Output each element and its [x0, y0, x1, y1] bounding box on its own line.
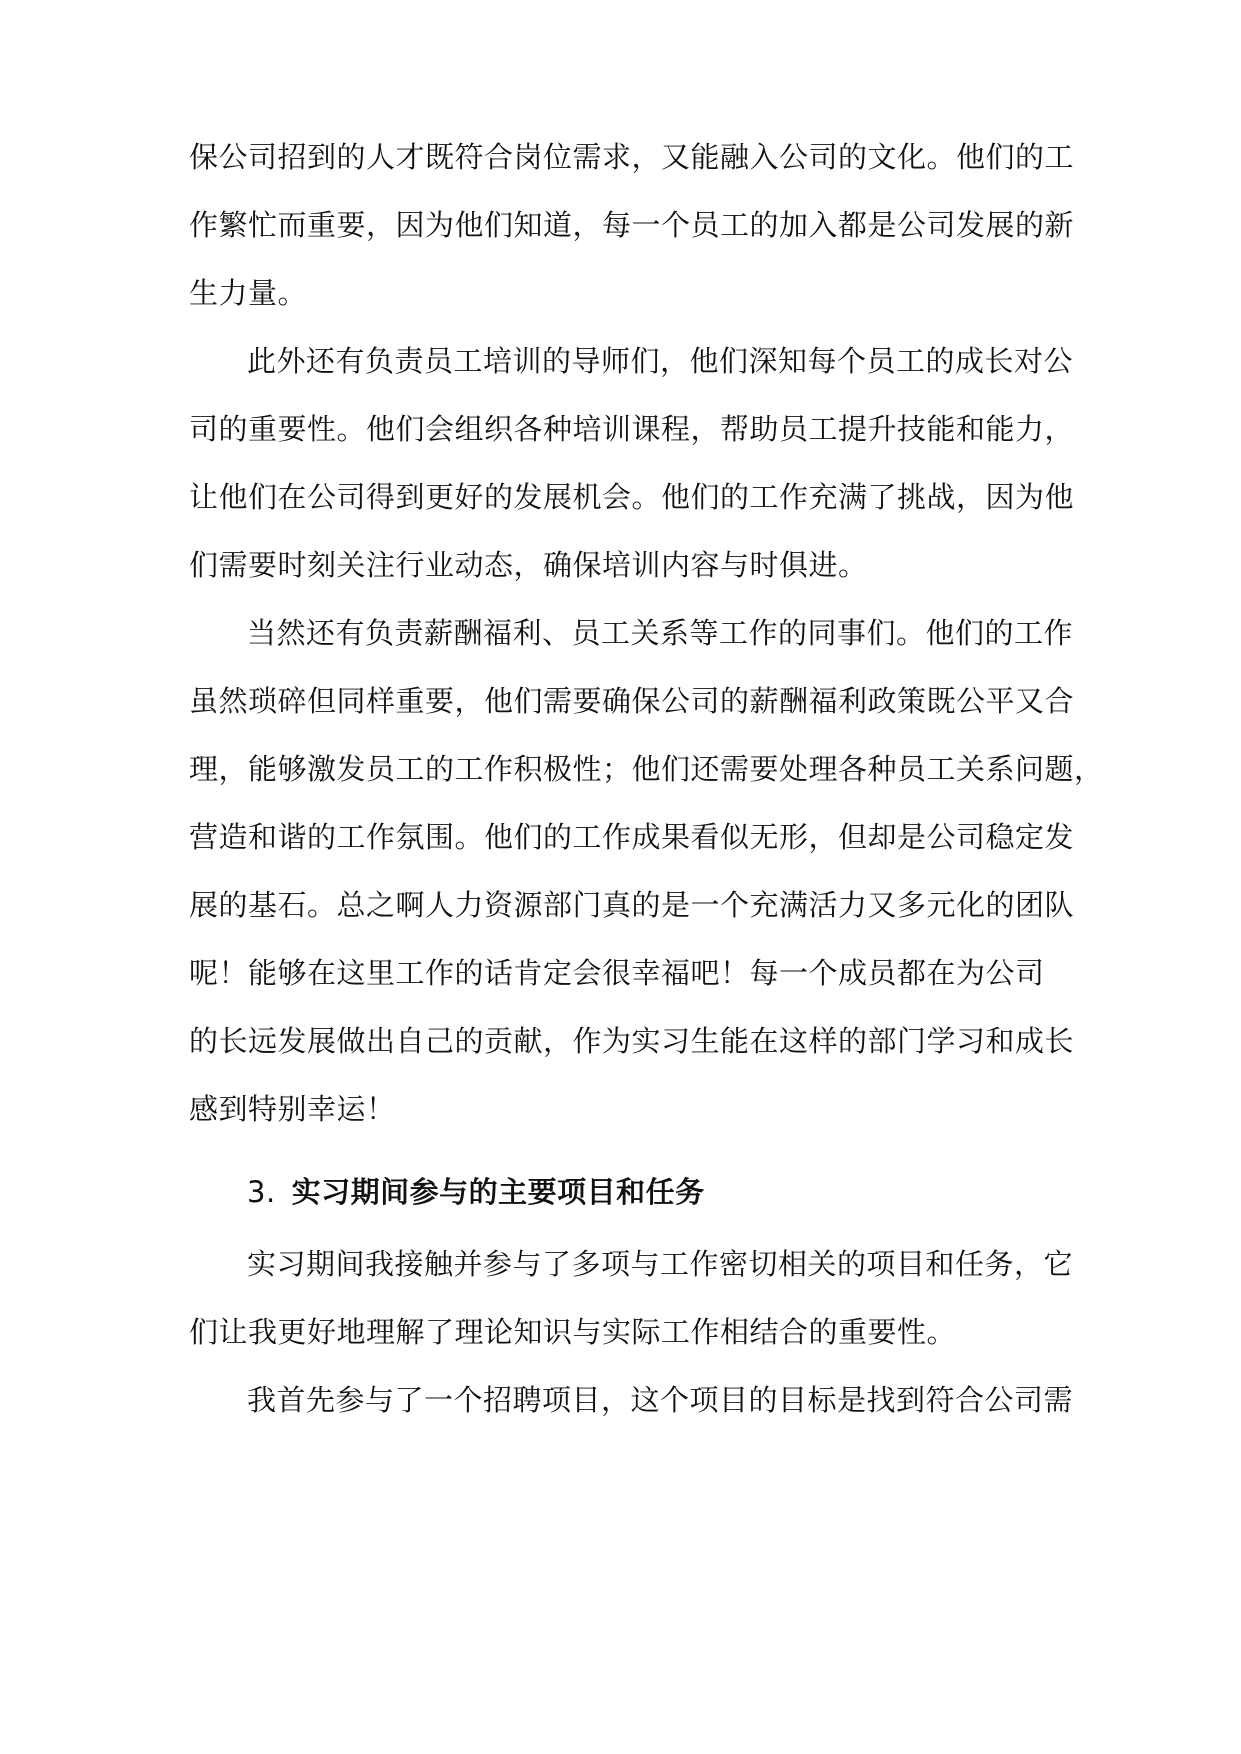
paragraph-2-line-3: 让他们在公司得到更好的发展机会。他们的工作充满了挑战，因为他	[189, 480, 1075, 514]
paragraph-2-line-1: 此外还有负责员工培训的导师们，他们深知每个员工的成长对公	[247, 344, 1074, 378]
section-heading	[247, 1172, 705, 1212]
paragraph-3-line-8: 感到特别幸运！	[189, 1092, 396, 1126]
paragraph-4-line-1: 实习期间我接触并参与了多项与工作密切相关的项目和任务，它	[247, 1247, 1074, 1281]
section-title: 实习期间参与的主要项目和任务	[291, 1175, 705, 1209]
paragraph-1-line-2: 作繁忙而重要，因为他们知道，每一个员工的加入都是公司发展的新	[189, 208, 1075, 242]
paragraph-1-line-3: 生力量。	[189, 276, 308, 310]
section-number: 3.	[247, 1175, 276, 1209]
paragraph-4-line-2: 们让我更好地理解了理论知识与实际工作相结合的重要性。	[189, 1315, 957, 1349]
paragraph-2-line-2: 司的重要性。他们会组织各种培训课程，帮助员工提升技能和能力，	[189, 412, 1075, 446]
paragraph-2-line-4: 们需要时刻关注行业动态，确保培训内容与时俱进。	[189, 548, 868, 582]
paragraph-3-line-3: 理，能够激发员工的工作积极性；他们还需要处理各种员工关系问题，	[189, 752, 1104, 786]
paragraph-3-line-7: 的长远发展做出自己的贡献，作为实习生能在这样的部门学习和成长	[189, 1024, 1075, 1058]
paragraph-3-line-1: 当然还有负责薪酬福利、员工关系等工作的同事们。他们的工作	[247, 616, 1074, 650]
paragraph-1-line-1: 保公司招到的人才既符合岗位需求，又能融入公司的文化。他们的工	[189, 140, 1075, 174]
paragraph-3-line-6: 呢！能够在这里工作的话肯定会很幸福吧！每一个成员都在为公司	[189, 956, 1045, 990]
paragraph-3-line-4: 营造和谐的工作氛围。他们的工作成果看似无形，但却是公司稳定发	[189, 820, 1075, 854]
paragraph-3-line-5: 展的基石。总之啊人力资源部门真的是一个充满活力又多元化的团队	[189, 888, 1075, 922]
paragraph-5-line-1: 我首先参与了一个招聘项目，这个项目的目标是找到符合公司需	[247, 1383, 1074, 1417]
paragraph-3-line-2: 虽然琐碎但同样重要，他们需要确保公司的薪酬福利政策既公平又合	[189, 684, 1075, 718]
